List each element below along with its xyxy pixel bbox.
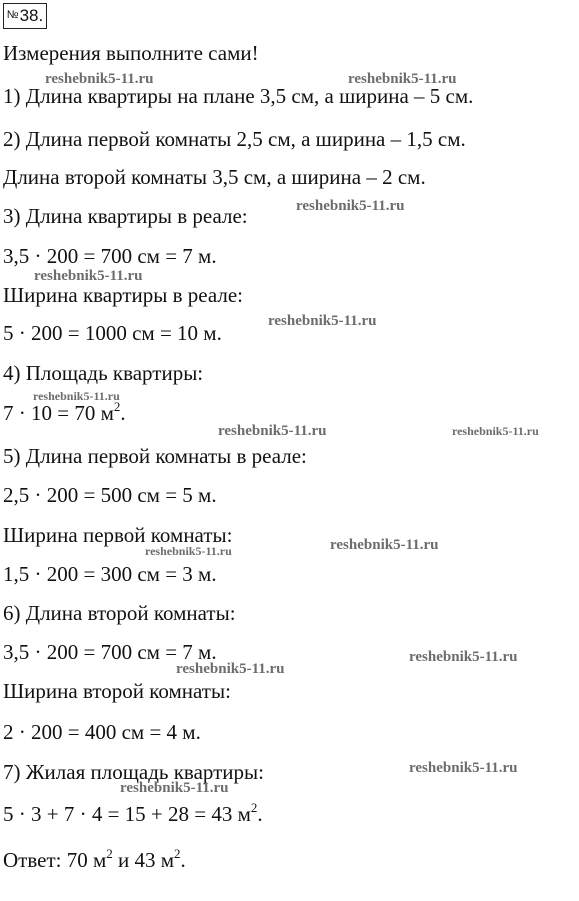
solution-line-14: 6) Длина второй комнаты: <box>3 601 236 625</box>
watermark: reshebnik5-11.ru <box>120 780 229 796</box>
watermark: reshebnik5-11.ru <box>409 649 518 665</box>
solution-line-8: 4) Площадь квартиры: <box>3 361 204 385</box>
watermark: reshebnik5-11.ru <box>176 661 285 677</box>
solution-line-18: 7) Жилая площадь квартиры: <box>3 760 264 784</box>
watermark: reshebnik5-11.ru <box>348 71 457 87</box>
problem-number-badge <box>3 3 47 29</box>
watermark: reshebnik5-11.ru <box>268 313 377 329</box>
solution-line-5: 3,5 · 200 = 700 см = 7 м. <box>3 244 217 268</box>
watermark: reshebnik5-11.ru <box>296 198 405 214</box>
watermark: reshebnik5-11.ru <box>409 760 518 776</box>
watermark: reshebnik5-11.ru <box>145 544 232 558</box>
watermark: reshebnik5-11.ru <box>330 537 439 553</box>
solution-line-12: Ширина первой комнаты: <box>3 523 233 547</box>
solution-line-9: 7 · 10 = 70 $м^2$. <box>3 399 126 425</box>
watermark: reshebnik5-11.ru <box>45 71 154 87</box>
watermark: reshebnik5-11.ru <box>218 423 327 439</box>
solution-line-4: 3) Длина квартиры в реале: <box>3 204 248 228</box>
watermark: reshebnik5-11.ru <box>34 268 143 284</box>
solution-line-10: 5) Длина первой комнаты в реале: <box>3 444 307 468</box>
number-sign: № <box>6 9 19 21</box>
solution-line-15: 3,5 · 200 = 700 см = 7 м. <box>3 640 217 664</box>
solution-line-13: 1,5 · 200 = 300 см = 3 м. <box>3 562 217 586</box>
solution-line-11: 2,5 · 200 = 500 см = 5 м. <box>3 483 217 507</box>
solution-line-7: 5 · 200 = 1000 см = 10 м. <box>3 321 222 345</box>
solution-line-6: Ширина квартиры в реале: <box>3 283 244 307</box>
answer-line: Ответ: 70 $м^2$ и 43 $м^2$. <box>3 846 186 872</box>
solution-line-2: 2) Длина первой комнаты 2,5 см, а ширина – 1,5 см. <box>3 127 466 151</box>
solution-line-17: 2 · 200 = 400 см = 4 м. <box>3 720 201 744</box>
problem-number: 38. <box>19 6 44 25</box>
solution-line-19: 5 · 3 + 7 · 4 = 15 + 28 = 43 $м^2$. <box>3 800 263 826</box>
solution-line-1: 1) Длина квартиры на плане 3,5 см, а ширина – 5 см. <box>3 84 474 108</box>
solution-line-3: Длина второй комнаты 3,5 см, а ширина – 2 см. <box>3 165 426 189</box>
watermark: reshebnik5-11.ru <box>33 389 120 403</box>
watermark: reshebnik5-11.ru <box>452 424 539 438</box>
instruction-line: Измерения выполните сами! <box>3 41 259 65</box>
solution-line-16: Ширина второй комнаты: <box>3 679 231 703</box>
